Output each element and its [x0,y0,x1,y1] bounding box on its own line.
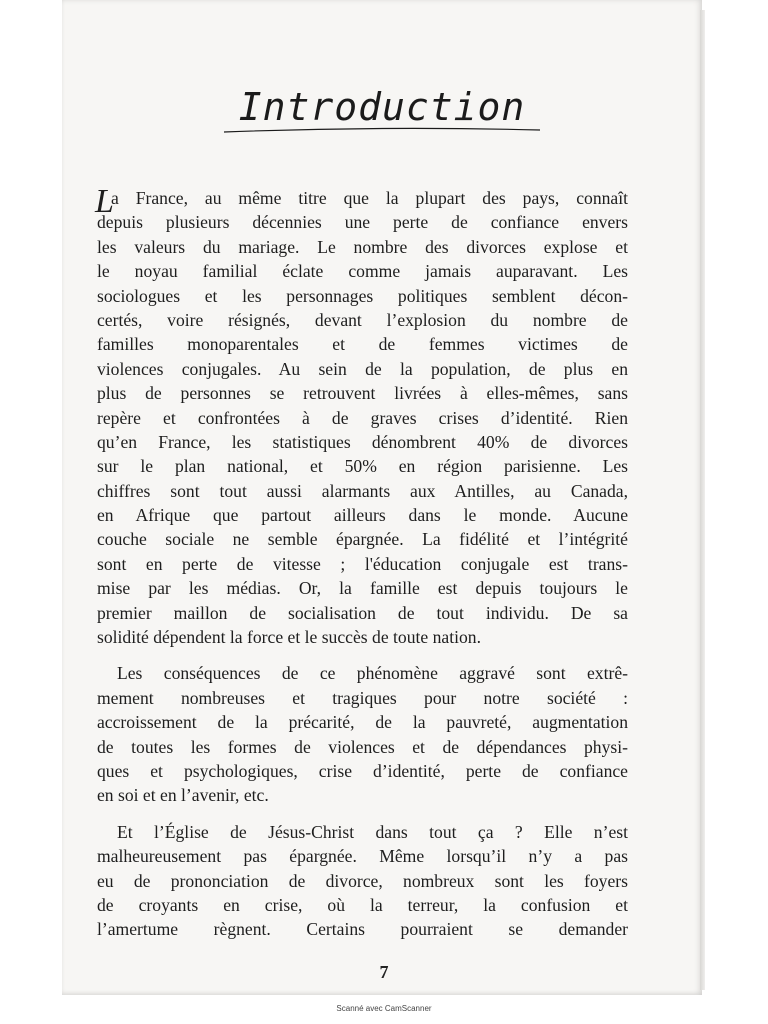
text-line: qu’en France, les statistiques dénombrent 40% de divorces [97,431,628,452]
text-line: mement nombreuses et tragiques pour notre société : [97,687,628,708]
text-line: Les conséquences de ce phénomène aggravé sont extrê- [117,663,628,684]
text-line: certés, voire résignés, devant l’explosion du nombre de [97,309,628,330]
text-line: sur le plan national, et 50% en région parisienne. Les [97,456,628,477]
page-edge-shadow [700,10,705,990]
text-line: malheureusement pas épargnée. Même lorsqu’il n’y a pas [97,846,628,867]
text-line: sociologues et les personnages politiques semblent décon- [97,285,628,306]
text-line: de toutes les formes de violences et de dépendances physi- [97,736,628,757]
text-line: plus de personnes se retrouvent livrées à elles-mêmes, sans [97,383,628,404]
paragraph-2 [97,661,628,807]
text-line: Et l’Église de Jésus-Christ dans tout ça ? Elle n’est [117,821,628,842]
page-number: 7 [379,962,389,982]
chapter-title [62,80,702,140]
text-line: eu de prononciation de divorce, nombreux sont les foyers [97,870,628,891]
text-line: en soi et en l’avenir, etc. [97,785,269,806]
text-line: l’amertume règnent. Certains pourraient se demander [97,919,628,940]
drop-cap: L [95,183,114,220]
handwritten-title [62,80,702,140]
paragraph-3 [97,820,628,942]
text-line: couche sociale ne semble épargnée. La fidélité et l’intégrité [97,529,628,550]
text-line: mise par les médias. Or, la famille est depuis toujours le [97,578,628,599]
text-line: violences conjugales. Au sein de la population, de plus en [97,358,628,379]
text-line: depuis plusieurs décennies une perte de confiance envers [97,212,628,233]
text-line: ques et psychologiques, crise d’identité, perte de confiance [97,760,628,781]
scan-watermark: Scanné avec CamScanner [336,1004,432,1013]
text-line: accroissement de la précarité, de la pauvreté, augmentation [97,712,628,733]
text-line: premier maillon de socialisation de tout individu. De sa [97,602,628,623]
text-line [95,183,628,220]
text-line: les valeurs du mariage. Le nombre des divorces explose et [97,236,628,257]
text-line: familles monoparentales et de femmes victimes de [97,334,628,355]
text-line: le noyau familial éclate comme jamais auparavant. Les [97,261,628,282]
text-line: repère et confrontées à de graves crises d’identité. Rien [97,407,628,428]
chapter-title-text: Introduction [238,85,526,129]
text-line: sont en perte de vitesse ; l'éducation conjugale est trans- [97,553,628,574]
text-line: chiffres sont tout aussi alarmants aux Antilles, au Canada, [97,480,628,501]
text-line-content: a France, au même titre que la plupart des pays, connaît [111,188,628,208]
paragraph-1 [95,183,628,649]
text-line: en Afrique que partout ailleurs dans le monde. Aucune [97,505,628,526]
body-text [95,183,628,954]
text-line: de croyants en crise, où la terreur, la confusion et [97,894,628,915]
text-line: solidité dépendent la force et le succès de toute nation. [97,627,481,648]
